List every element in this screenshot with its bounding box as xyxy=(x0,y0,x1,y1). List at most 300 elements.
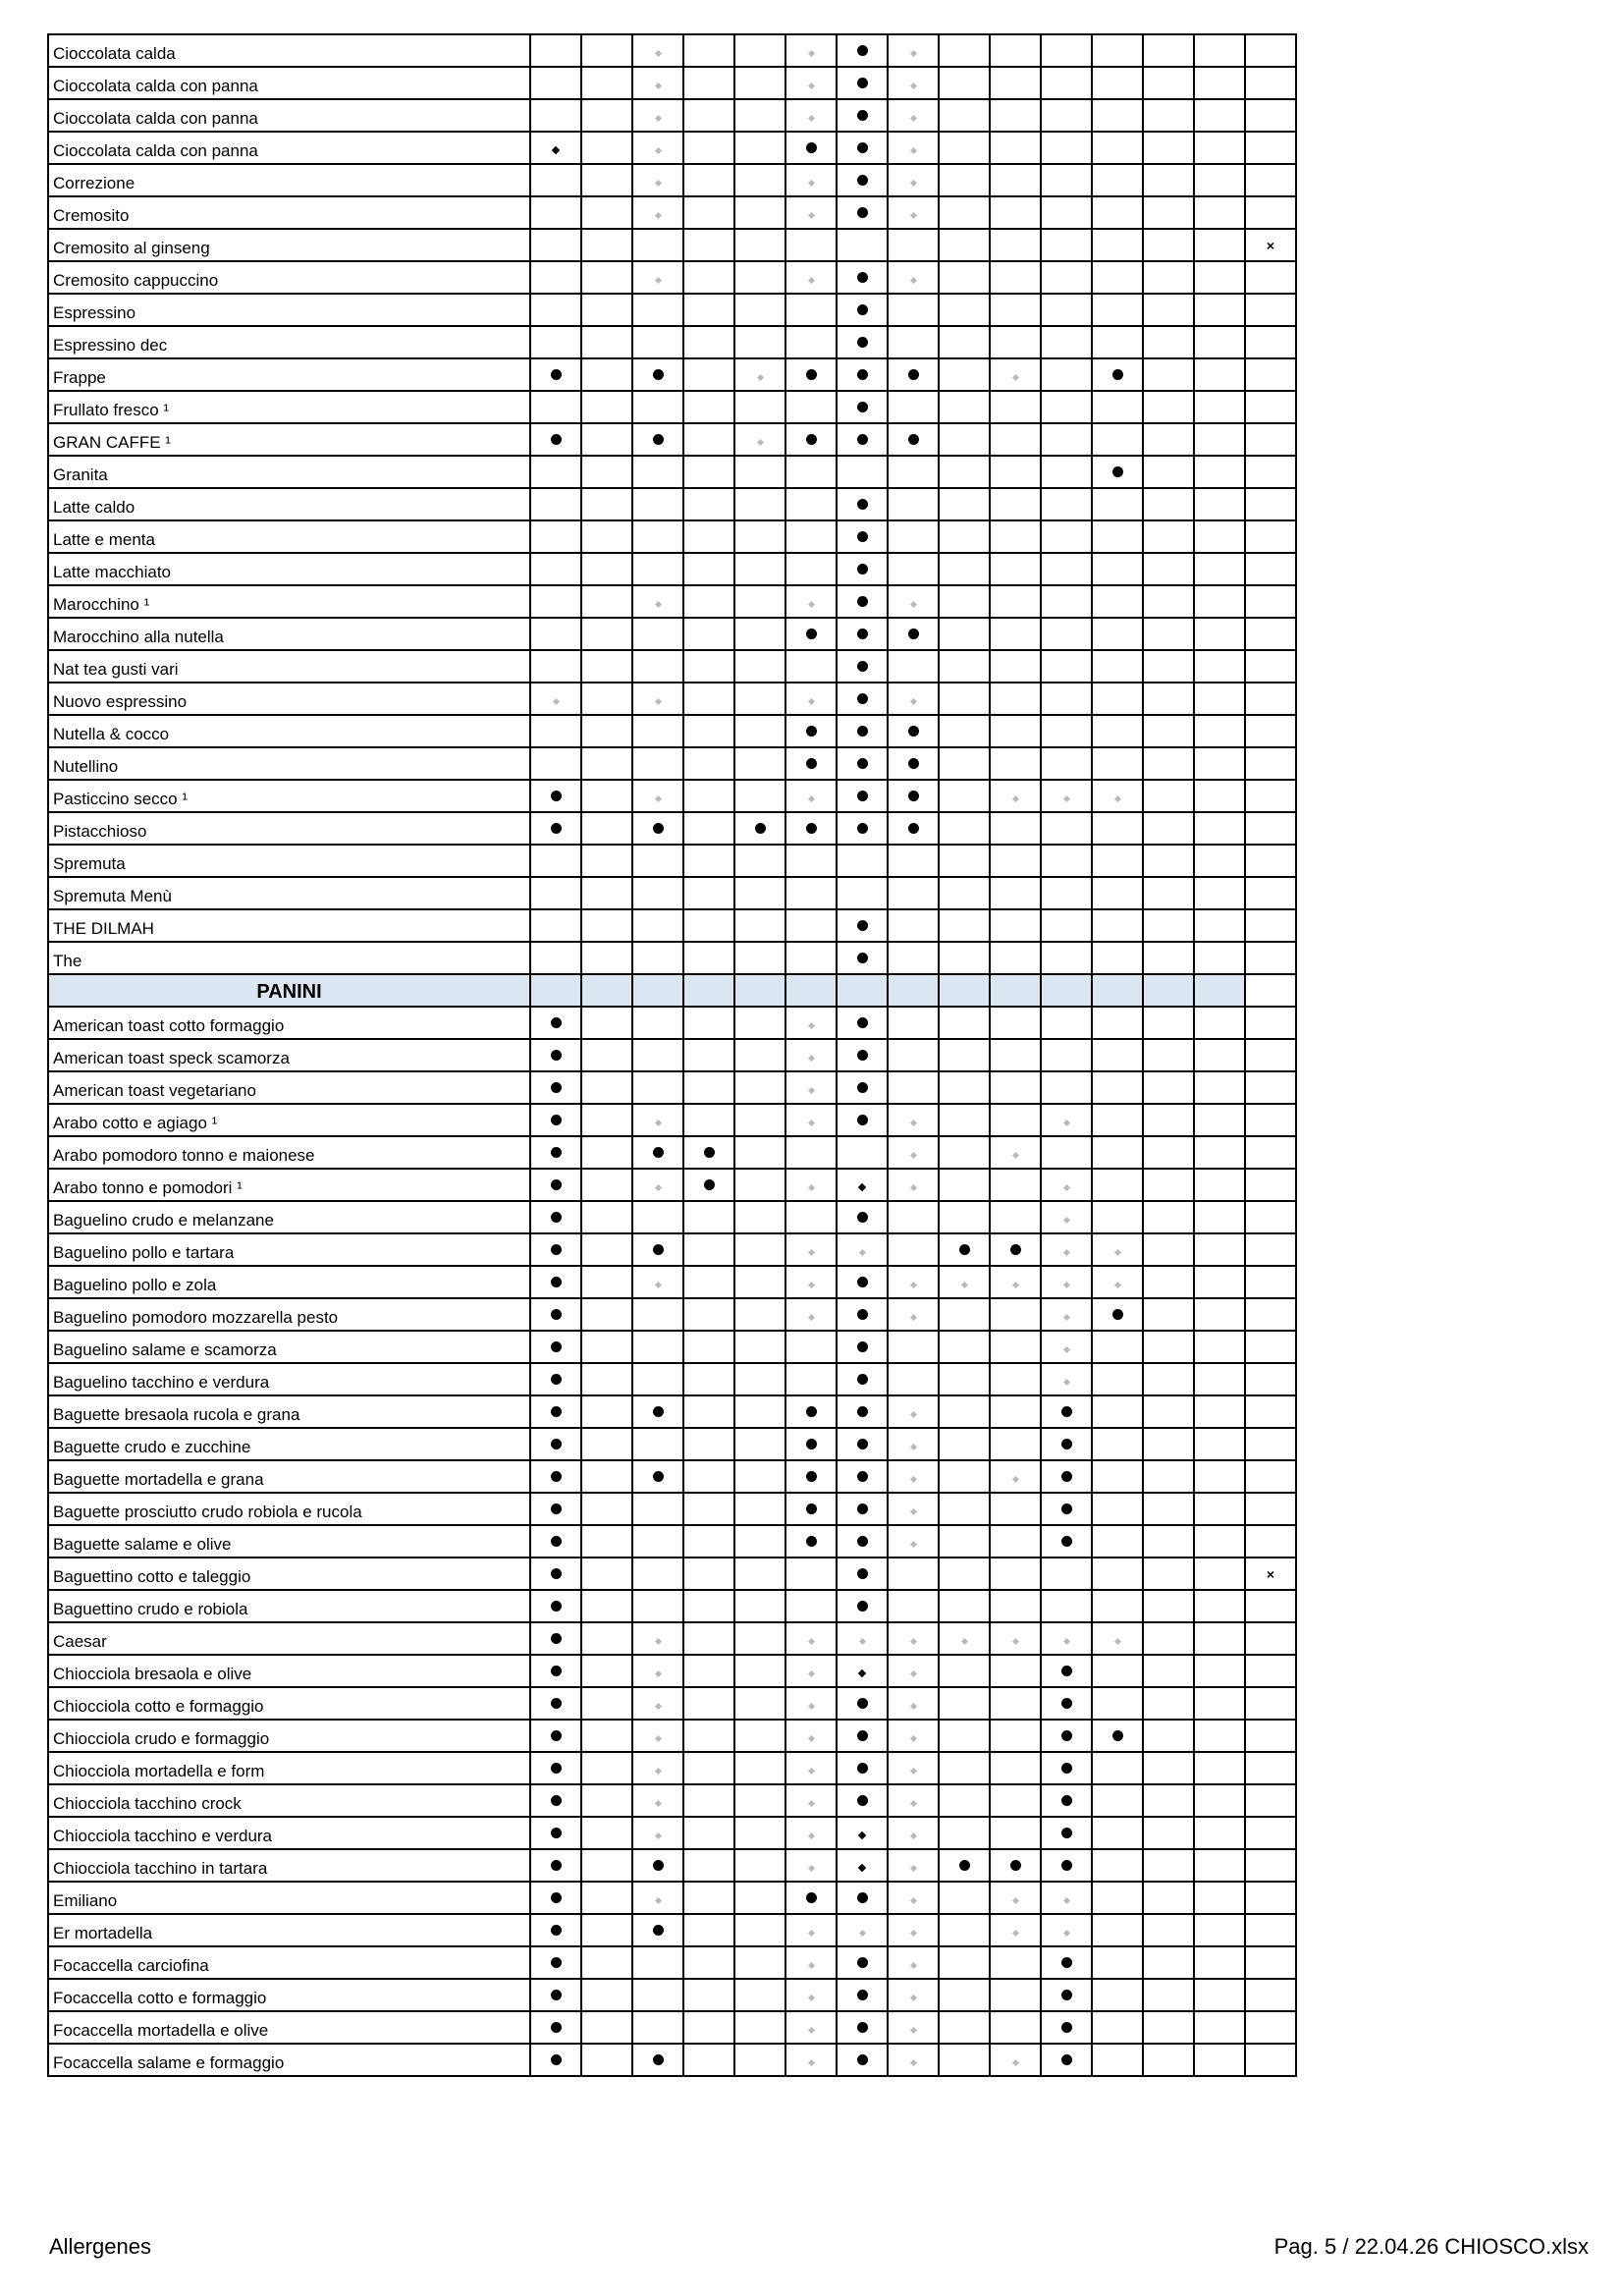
allergen-cell xyxy=(990,715,1041,747)
allergen-cell xyxy=(888,520,939,553)
allergen-cell xyxy=(1194,1071,1245,1104)
allergen-cell xyxy=(1194,812,1245,845)
dot-marker xyxy=(857,1763,868,1774)
allergen-cell xyxy=(888,67,939,99)
dot-marker xyxy=(857,110,868,121)
allergen-cell xyxy=(1143,196,1194,229)
item-name: Nutella & cocco xyxy=(48,715,530,747)
dot-marker xyxy=(857,2054,868,2065)
allergen-cell xyxy=(837,1979,888,2011)
allergen-cell xyxy=(939,1331,990,1363)
allergen-cell xyxy=(1092,650,1143,683)
dot-marker xyxy=(857,272,868,283)
allergen-cell xyxy=(785,974,837,1007)
allergen-cell xyxy=(734,294,785,326)
allergen-cell xyxy=(683,1493,734,1525)
allergen-cell xyxy=(990,1493,1041,1525)
item-name: Chiocciola cotto e formaggio xyxy=(48,1687,530,1720)
allergen-cell xyxy=(632,1071,683,1104)
faint-dot-marker xyxy=(807,1282,814,1288)
allergen-cell xyxy=(837,650,888,683)
allergen-cell xyxy=(888,683,939,715)
dot-marker xyxy=(857,1277,868,1287)
allergen-cell xyxy=(1143,1460,1194,1493)
allergen-cell xyxy=(1245,1071,1296,1104)
allergen-cell xyxy=(632,391,683,423)
allergen-cell xyxy=(990,683,1041,715)
allergen-cell xyxy=(632,1007,683,1039)
faint-dot-marker xyxy=(1062,1930,1069,1937)
dot-marker xyxy=(551,1212,562,1223)
allergen-cell xyxy=(990,1460,1041,1493)
dot-marker xyxy=(653,1471,664,1482)
table-row xyxy=(48,196,1296,229)
allergen-cell xyxy=(785,2011,837,2044)
allergen-cell xyxy=(734,1136,785,1169)
allergen-cell xyxy=(837,1622,888,1655)
dot-marker xyxy=(1061,1406,1072,1417)
allergen-cell xyxy=(1143,488,1194,520)
allergen-cell xyxy=(581,1428,632,1460)
dot-marker xyxy=(857,78,868,88)
allergen-cell xyxy=(785,1136,837,1169)
allergen-cell xyxy=(990,99,1041,132)
dot-marker xyxy=(551,1568,562,1579)
allergen-cell xyxy=(939,1460,990,1493)
allergen-cell xyxy=(683,1460,734,1493)
allergen-cell xyxy=(1092,1817,1143,1849)
allergen-cell xyxy=(785,845,837,877)
allergen-cell xyxy=(632,1104,683,1136)
allergen-cell xyxy=(530,1946,581,1979)
dot-marker xyxy=(653,1925,664,1936)
faint-dot-marker xyxy=(909,1735,916,1742)
allergen-cell xyxy=(632,1169,683,1201)
dot-marker xyxy=(1010,1244,1021,1255)
allergen-cell xyxy=(1092,1979,1143,2011)
allergen-cell xyxy=(888,1039,939,1071)
allergen-cell xyxy=(785,650,837,683)
allergen-cell xyxy=(888,1136,939,1169)
allergen-cell xyxy=(1041,1687,1092,1720)
allergen-cell xyxy=(990,423,1041,456)
item-name: Correzione xyxy=(48,164,530,196)
allergen-cell xyxy=(1041,683,1092,715)
allergen-cell xyxy=(734,1687,785,1720)
allergen-cell xyxy=(1041,132,1092,164)
allergen-cell xyxy=(632,2044,683,2076)
faint-dot-marker xyxy=(1062,1120,1069,1126)
item-name: Arabo cotto e agiago ¹ xyxy=(48,1104,530,1136)
allergen-cell xyxy=(888,1784,939,1817)
allergen-cell xyxy=(1092,294,1143,326)
allergen-cell xyxy=(734,520,785,553)
allergen-cell xyxy=(939,1946,990,1979)
allergen-cell xyxy=(1041,1784,1092,1817)
allergen-cell xyxy=(581,812,632,845)
allergen-cell xyxy=(683,812,734,845)
allergen-cell xyxy=(939,294,990,326)
dot-marker xyxy=(806,1439,817,1449)
allergen-cell xyxy=(734,715,785,747)
table-row xyxy=(48,1849,1296,1882)
allergen-cell xyxy=(734,1655,785,1687)
allergen-cell xyxy=(837,164,888,196)
allergen-cell xyxy=(632,1687,683,1720)
allergen-cell xyxy=(785,618,837,650)
allergen-cell xyxy=(1041,391,1092,423)
allergen-cell xyxy=(837,1169,888,1201)
allergen-cell xyxy=(1245,294,1296,326)
item-name: Cioccolata calda xyxy=(48,34,530,67)
allergen-cell xyxy=(1092,34,1143,67)
faint-dot-marker xyxy=(807,1865,814,1872)
allergen-cell xyxy=(990,1784,1041,1817)
allergen-cell xyxy=(530,1882,581,1914)
allergen-cell xyxy=(632,1817,683,1849)
allergen-cell xyxy=(530,488,581,520)
allergen-cell xyxy=(1245,553,1296,585)
dot-marker xyxy=(551,1925,562,1936)
allergen-cell xyxy=(939,1720,990,1752)
faint-dot-marker xyxy=(654,147,661,154)
allergen-cell xyxy=(632,1882,683,1914)
dot-marker xyxy=(1010,1860,1021,1871)
faint-dot-marker xyxy=(807,1638,814,1645)
allergen-cell xyxy=(530,164,581,196)
faint-dot-marker xyxy=(807,180,814,187)
allergen-cell xyxy=(632,488,683,520)
allergen-cell xyxy=(785,294,837,326)
allergen-cell xyxy=(990,1687,1041,1720)
allergen-cell xyxy=(1041,1946,1092,1979)
allergen-cell xyxy=(632,1622,683,1655)
faint-dot-marker xyxy=(858,1638,865,1645)
allergen-cell xyxy=(785,1071,837,1104)
allergen-cell xyxy=(683,358,734,391)
allergen-cell xyxy=(683,877,734,909)
allergen-cell xyxy=(837,1201,888,1233)
allergen-cell xyxy=(1194,650,1245,683)
allergen-cell xyxy=(1092,1882,1143,1914)
allergen-cell xyxy=(581,488,632,520)
allergen-cell xyxy=(939,1071,990,1104)
allergen-cell xyxy=(734,877,785,909)
footer-page-info: Pag. 5 / 22.04.26 CHIOSCO.xlsx xyxy=(1273,2234,1589,2259)
allergen-cell xyxy=(1194,1007,1245,1039)
allergen-cell xyxy=(581,1071,632,1104)
allergen-cell xyxy=(581,196,632,229)
faint-dot-marker xyxy=(807,2027,814,2034)
allergen-cell xyxy=(581,2044,632,2076)
allergen-cell xyxy=(1143,1363,1194,1395)
allergen-cell xyxy=(734,1946,785,1979)
allergen-cell xyxy=(530,585,581,618)
allergen-cell xyxy=(1143,683,1194,715)
allergen-cell xyxy=(1041,942,1092,974)
allergen-cell xyxy=(683,1169,734,1201)
allergen-cell xyxy=(1041,1331,1092,1363)
faint-dot-marker xyxy=(807,212,814,219)
allergen-cell xyxy=(837,1590,888,1622)
allergen-cell xyxy=(683,1395,734,1428)
table-row xyxy=(48,1752,1296,1784)
table-row xyxy=(48,1169,1296,1201)
allergen-cell xyxy=(581,1622,632,1655)
allergen-cell xyxy=(837,1914,888,1946)
allergen-cell xyxy=(837,1007,888,1039)
faint-dot-marker xyxy=(654,1800,661,1807)
allergen-cell xyxy=(632,326,683,358)
dot-marker xyxy=(653,1244,664,1255)
allergen-cell xyxy=(1143,294,1194,326)
item-name: Cremosito xyxy=(48,196,530,229)
allergen-cell xyxy=(1245,520,1296,553)
allergen-cell xyxy=(837,1493,888,1525)
allergen-cell xyxy=(1194,164,1245,196)
item-name: Focaccella mortadella e olive xyxy=(48,2011,530,2044)
allergen-cell xyxy=(1092,1169,1143,1201)
allergen-cell xyxy=(1194,2044,1245,2076)
allergen-cell xyxy=(990,1136,1041,1169)
allergen-cell xyxy=(1143,1071,1194,1104)
allergen-cell xyxy=(837,488,888,520)
allergen-cell xyxy=(683,1946,734,1979)
allergen-cell xyxy=(785,1169,837,1201)
faint-dot-marker xyxy=(807,601,814,608)
allergen-cell xyxy=(1092,715,1143,747)
allergen-cell xyxy=(1245,1752,1296,1784)
allergen-cell xyxy=(785,2044,837,2076)
item-name: American toast speck scamorza xyxy=(48,1039,530,1071)
allergen-cell xyxy=(632,1525,683,1558)
dot-marker xyxy=(551,1147,562,1158)
allergen-cell xyxy=(530,132,581,164)
table-row xyxy=(48,942,1296,974)
allergen-cell xyxy=(939,585,990,618)
allergen-cell xyxy=(683,974,734,1007)
dot-marker xyxy=(551,1115,562,1125)
dot-marker xyxy=(857,1536,868,1547)
dot-marker xyxy=(551,1082,562,1093)
allergen-cell xyxy=(530,812,581,845)
allergen-cell xyxy=(530,358,581,391)
dot-marker xyxy=(551,1374,562,1385)
allergen-cell xyxy=(581,585,632,618)
allergen-cell xyxy=(1092,1622,1143,1655)
allergen-cell xyxy=(1143,1979,1194,2011)
allergen-cell xyxy=(1245,715,1296,747)
faint-dot-marker xyxy=(909,1508,916,1515)
allergen-cell xyxy=(1143,2011,1194,2044)
allergen-cell xyxy=(1092,1655,1143,1687)
allergen-cell xyxy=(785,1233,837,1266)
dot-marker xyxy=(551,1309,562,1320)
faint-dot-marker xyxy=(1062,1638,1069,1645)
allergen-cell xyxy=(939,1558,990,1590)
table-row xyxy=(48,1007,1296,1039)
allergen-cell xyxy=(1245,1363,1296,1395)
allergen-cell xyxy=(1194,683,1245,715)
item-name: Cioccolata calda con panna xyxy=(48,99,530,132)
faint-dot-marker xyxy=(909,2027,916,2034)
allergen-cell xyxy=(632,1946,683,1979)
allergen-cell xyxy=(530,845,581,877)
allergen-cell xyxy=(530,1655,581,1687)
allergen-cell xyxy=(1245,812,1296,845)
allergen-cell xyxy=(734,1331,785,1363)
faint-dot-marker xyxy=(909,180,916,187)
allergen-cell xyxy=(1245,845,1296,877)
allergen-cell xyxy=(1041,715,1092,747)
dot-marker xyxy=(857,142,868,153)
dot-marker xyxy=(857,1017,868,1028)
table-row xyxy=(48,358,1296,391)
allergen-cell xyxy=(1092,2011,1143,2044)
dot-marker xyxy=(806,1892,817,1903)
allergen-cell xyxy=(734,909,785,942)
dot-marker xyxy=(908,823,919,834)
item-name: Baguette crudo e zucchine xyxy=(48,1428,530,1460)
faint-dot-marker xyxy=(807,1800,814,1807)
faint-dot-marker xyxy=(1011,1930,1018,1937)
allergen-cell xyxy=(734,1428,785,1460)
faint-dot-marker xyxy=(1062,1379,1069,1386)
allergen-cell xyxy=(1245,1784,1296,1817)
dot-marker xyxy=(857,175,868,186)
allergen-cell xyxy=(1041,1817,1092,1849)
allergen-cell xyxy=(632,1395,683,1428)
table-row xyxy=(48,715,1296,747)
allergen-cell xyxy=(632,747,683,780)
allergen-cell xyxy=(939,1428,990,1460)
allergen-cell xyxy=(1143,1039,1194,1071)
allergen-cell xyxy=(1041,747,1092,780)
allergen-cell xyxy=(581,67,632,99)
allergen-cell xyxy=(837,1525,888,1558)
allergen-cell xyxy=(785,488,837,520)
allergen-cell xyxy=(990,1590,1041,1622)
allergen-cell xyxy=(837,1363,888,1395)
allergen-cell xyxy=(1143,1849,1194,1882)
allergen-cell xyxy=(1143,553,1194,585)
allergen-cell xyxy=(632,974,683,1007)
allergen-cell xyxy=(683,1590,734,1622)
faint-dot-marker xyxy=(1062,1346,1069,1353)
allergen-cell xyxy=(785,780,837,812)
allergen-cell xyxy=(837,196,888,229)
allergen-cell xyxy=(888,488,939,520)
allergen-cell xyxy=(785,585,837,618)
allergen-cell xyxy=(683,520,734,553)
dot-marker xyxy=(551,1341,562,1352)
allergen-cell xyxy=(990,1720,1041,1752)
faint-dot-marker xyxy=(1062,1249,1069,1256)
table-row xyxy=(48,229,1296,261)
dot-marker xyxy=(806,823,817,834)
dot-marker xyxy=(908,434,919,445)
faint-dot-marker xyxy=(807,1120,814,1126)
allergen-cell xyxy=(837,1817,888,1849)
allergen-cell xyxy=(888,1331,939,1363)
allergen-cell xyxy=(632,1331,683,1363)
dot-marker xyxy=(1061,1990,1072,2000)
dot-marker xyxy=(551,1633,562,1644)
faint-dot-marker xyxy=(1011,2059,1018,2066)
allergen-cell xyxy=(1041,585,1092,618)
allergen-cell xyxy=(1092,909,1143,942)
allergen-cell xyxy=(734,1817,785,1849)
allergen-cell xyxy=(1041,1136,1092,1169)
allergen-cell xyxy=(1194,1525,1245,1558)
allergen-cell xyxy=(1194,520,1245,553)
allergen-cell xyxy=(837,1849,888,1882)
item-name: Spremuta xyxy=(48,845,530,877)
allergen-cell xyxy=(990,1007,1041,1039)
dot-marker xyxy=(551,434,562,445)
allergen-cell xyxy=(785,1817,837,1849)
dot-marker xyxy=(1061,1503,1072,1514)
allergen-cell xyxy=(785,1363,837,1395)
allergen-cell xyxy=(581,99,632,132)
allergen-cell xyxy=(1245,164,1296,196)
allergen-cell xyxy=(1092,877,1143,909)
allergen-cell xyxy=(683,1655,734,1687)
allergen-cell xyxy=(1245,747,1296,780)
allergen-cell xyxy=(1194,1169,1245,1201)
dot-marker xyxy=(1061,2022,1072,2033)
faint-dot-marker xyxy=(756,439,763,446)
allergen-cell xyxy=(785,1493,837,1525)
allergen-cell xyxy=(632,845,683,877)
allergen-cell xyxy=(683,164,734,196)
dot-marker xyxy=(551,791,562,801)
faint-dot-marker xyxy=(807,1735,814,1742)
dot-marker xyxy=(755,823,766,834)
allergen-cell xyxy=(1194,1655,1245,1687)
allergen-cell xyxy=(632,456,683,488)
allergen-cell xyxy=(990,1817,1041,1849)
allergen-cell xyxy=(581,1460,632,1493)
allergen-cell xyxy=(1194,456,1245,488)
dot-marker xyxy=(857,1212,868,1223)
allergen-cell xyxy=(1194,1233,1245,1266)
dot-marker xyxy=(1112,1730,1123,1741)
allergen-cell xyxy=(939,650,990,683)
allergen-cell xyxy=(990,358,1041,391)
table-row xyxy=(48,164,1296,196)
allergen-cell xyxy=(785,1784,837,1817)
allergen-cell xyxy=(632,99,683,132)
allergen-cell xyxy=(632,1752,683,1784)
allergen-cell xyxy=(888,1687,939,1720)
allergen-cell xyxy=(1245,1979,1296,2011)
allergen-cell xyxy=(1041,1039,1092,1071)
faint-dot-marker xyxy=(1011,1476,1018,1483)
allergen-cell xyxy=(1245,1590,1296,1622)
faint-dot-marker xyxy=(1062,1217,1069,1224)
allergen-cell xyxy=(1092,132,1143,164)
allergen-cell xyxy=(1143,1007,1194,1039)
faint-dot-marker xyxy=(654,180,661,187)
allergen-cell xyxy=(939,780,990,812)
item-name: Baguette prosciutto crudo robiola e rucola xyxy=(48,1493,530,1525)
allergen-cell xyxy=(530,974,581,1007)
allergen-cell xyxy=(1194,1946,1245,1979)
allergen-cell xyxy=(888,585,939,618)
item-name: Chiocciola tacchino e verdura xyxy=(48,1817,530,1849)
allergen-cell xyxy=(1041,99,1092,132)
